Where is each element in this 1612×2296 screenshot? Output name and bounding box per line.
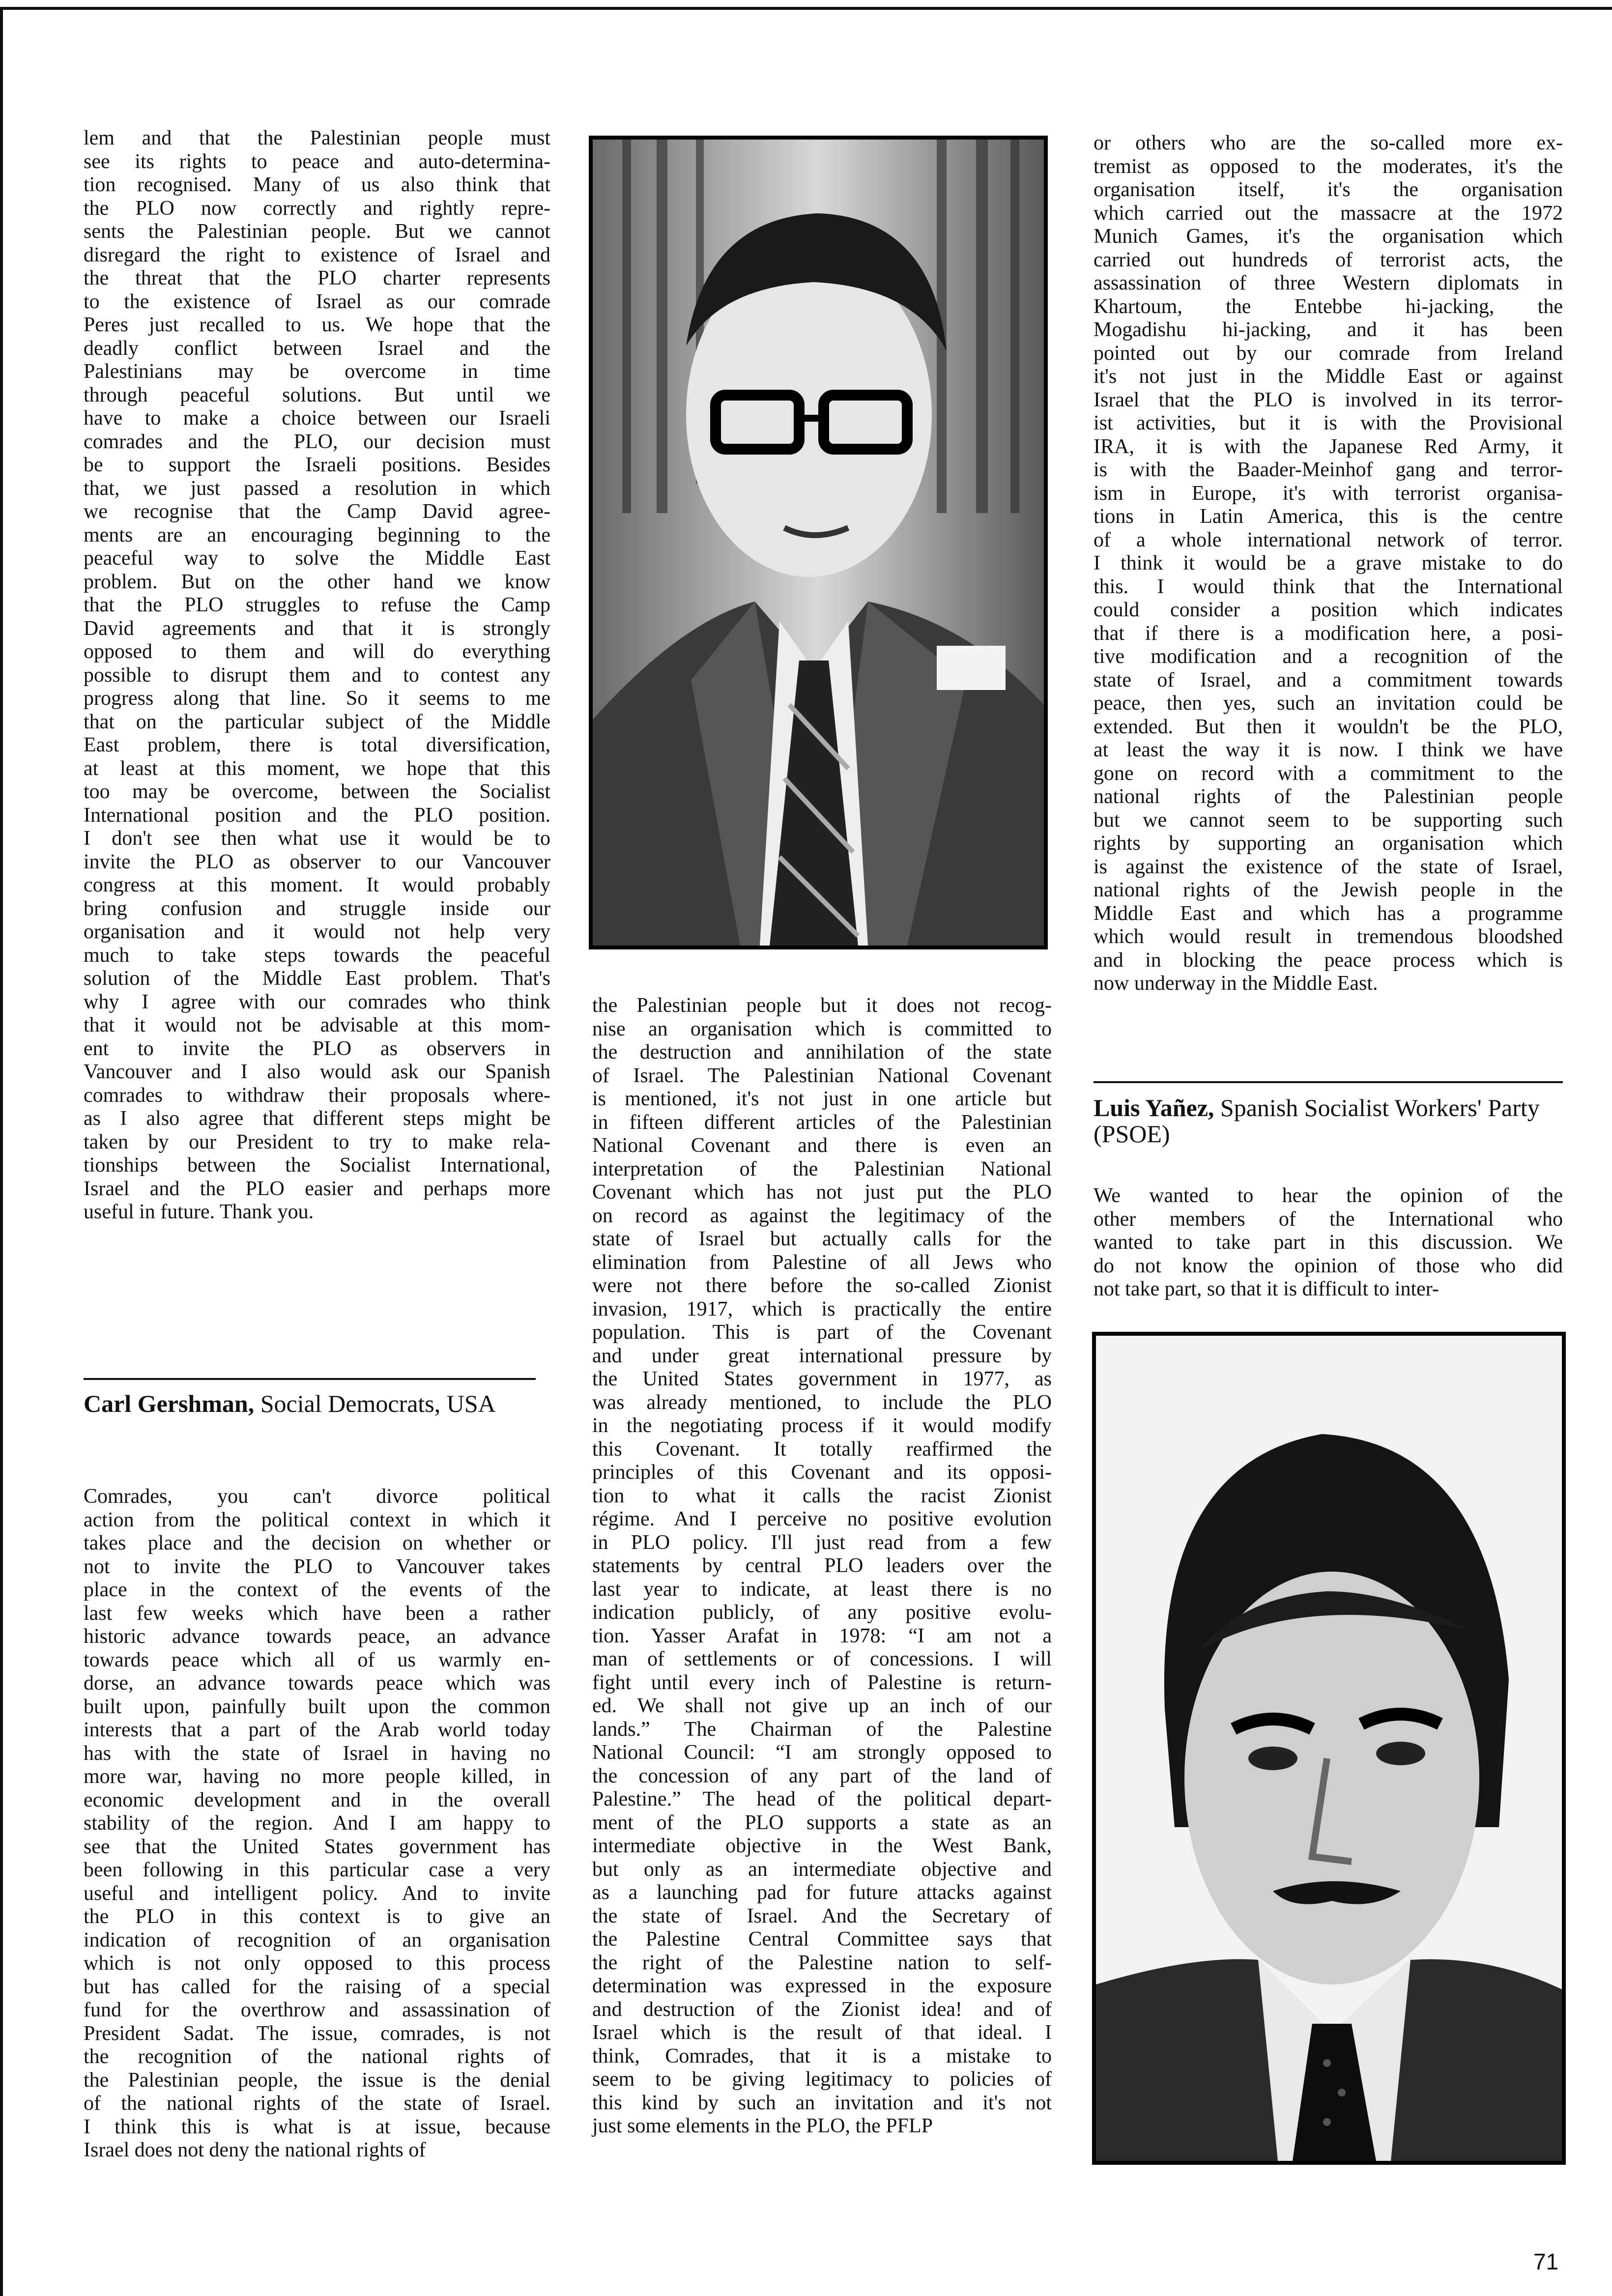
- text-line: too may be overcome, between the Socialist: [84, 780, 550, 803]
- text-line: statements by central PLO leaders over the: [592, 1554, 1052, 1577]
- text-line: of Israel. The Palestinian National Covenant: [592, 1064, 1052, 1087]
- text-line: on record as against the legitimacy of the: [592, 1204, 1052, 1227]
- text-line: David agreements and that it is strongly: [84, 617, 550, 640]
- text-line: and under great international pressure by: [592, 1344, 1052, 1367]
- text-line: and in blocking the peace process which is: [1094, 948, 1563, 972]
- text-line: Middle East and which has a programme: [1094, 902, 1563, 925]
- text-line: Israel does not deny the national rights of: [84, 2139, 426, 2161]
- text-line: be to support the Israeli positions. Besides: [84, 454, 550, 476]
- text-line: through peaceful solutions. But until we: [84, 383, 550, 406]
- text-line: national rights of the Jewish people in the: [1094, 879, 1563, 901]
- text-line: I don't see then what use it would be to: [84, 827, 550, 850]
- text-line: the recognition of the national rights of: [84, 2045, 550, 2068]
- text-line: as a launching pad for future attacks against: [592, 1881, 1052, 1904]
- text-line: that the PLO struggles to refuse the Camp: [84, 594, 550, 616]
- text-line: tremist as opposed to the moderates, it's the: [1094, 155, 1563, 178]
- speaker-heading-luis-yanez: [1094, 1095, 1563, 1147]
- text-line: at least the way it is now. I think we have: [1094, 739, 1563, 761]
- text-line: place in the context of the events of the: [84, 1578, 550, 1601]
- text-line: assassination of three Western diplomats in: [1094, 272, 1563, 294]
- text-line: is mentioned, it's not just in one article but: [592, 1088, 1052, 1110]
- text-line: peaceful way to solve the Middle East: [84, 547, 550, 570]
- text-line: that it would not be advisable at this mom-: [84, 1014, 550, 1036]
- text-line: National Covenant and there is even an: [592, 1134, 1052, 1157]
- text-line: problem. But on the other hand we know: [84, 570, 550, 593]
- text-line: tion. Yasser Arafat in 1978: “I am not a: [592, 1624, 1052, 1647]
- text-line: which carried out the massacre at the 1972: [1094, 201, 1563, 225]
- text-line: Peres just recalled to us. We hope that the: [84, 314, 550, 336]
- text-line: at least at this moment, we hope that this: [84, 757, 550, 780]
- section-divider: [84, 1378, 536, 1380]
- text-line: Mogadishu hi-jacking, and it has been: [1094, 318, 1563, 341]
- text-line: the United States government in 1977, as: [592, 1368, 1052, 1390]
- text-line: now underway in the Middle East.: [1094, 972, 1378, 995]
- text-line: do not know the opinion of those who did: [1094, 1254, 1563, 1277]
- text-line: last few weeks which have been a rather: [84, 1602, 550, 1625]
- text-line: but has called for the raising of a special: [84, 1975, 550, 1998]
- text-line: régime. And I perceive no positive evolution: [592, 1508, 1052, 1530]
- text-line: deadly conflict between Israel and the: [84, 337, 550, 360]
- text-line: towards peace which all of us warmly en-: [84, 1648, 550, 1671]
- text-line: congress at this moment. It would probably: [84, 874, 550, 896]
- text-line: is against the existence of the state of Israel,: [1094, 855, 1563, 878]
- text-line: but we cannot seem to be supporting such: [1094, 808, 1563, 832]
- text-line: nise an organisation which is committed to: [592, 1017, 1052, 1040]
- text-line: Israel which is the result of that ideal. I: [592, 2021, 1052, 2044]
- text-line: lands.” The Chairman of the Palestine: [592, 1718, 1052, 1741]
- text-line: state of Israel, and a commitment towards: [1094, 668, 1563, 691]
- column-3-text: [1094, 132, 1563, 996]
- text-line: has with the state of Israel in having no: [84, 1742, 550, 1765]
- text-line: ent to invite the PLO as observers in: [84, 1037, 550, 1060]
- text-line: disregard the right to existence of Israel and: [84, 243, 550, 266]
- text-line: taken by our President to try to make rela-: [84, 1130, 550, 1153]
- text-line: principles of this Covenant and its opposi-: [592, 1461, 1052, 1484]
- carl-gershman-speech: [84, 1485, 550, 2162]
- text-line: that on the particular subject of the Middle: [84, 710, 550, 733]
- text-line: why I agree with our comrades who think: [84, 990, 550, 1013]
- text-line: We wanted to hear the opinion of the: [1094, 1184, 1563, 1207]
- text-line: the PLO in this context is to give an: [84, 1905, 550, 1928]
- text-line: been following in this particular case a very: [84, 1859, 550, 1881]
- text-line: but only as an intermediate objective and: [592, 1858, 1052, 1881]
- text-line: East problem, there is total diversification,: [84, 734, 550, 756]
- text-line: it's not just in the Middle East or against: [1094, 365, 1563, 388]
- text-line: this kind by such an invitation and it's not: [592, 2091, 1052, 2114]
- text-line: or others who are the so-called more ex-: [1094, 132, 1563, 154]
- text-line: were not there before the so-called Zionist: [592, 1274, 1052, 1297]
- text-line: solution of the Middle East problem. That's: [84, 967, 550, 990]
- page-number: 71: [1533, 2249, 1559, 2274]
- text-line: the PLO now correctly and rightly repre-: [84, 197, 550, 220]
- text-line: the state of Israel. And the Secretary of: [592, 1904, 1052, 1927]
- text-line: economic development and in the overall: [84, 1788, 550, 1811]
- text-line: the Palestine Central Committee says that: [592, 1928, 1052, 1951]
- text-line: more war, having no more people killed, in: [84, 1765, 550, 1788]
- text-line: ism in Europe, it's with terrorist organisa-: [1094, 482, 1563, 505]
- text-line: built upon, painfully built upon the common: [84, 1695, 550, 1718]
- text-line: historic advance towards peace, an advance: [84, 1625, 550, 1648]
- text-line: useful and intelligent policy. And to invite: [84, 1882, 550, 1905]
- speaker-name: Carl Gershman,: [84, 1390, 255, 1417]
- text-line: invite the PLO as observer to our Vancouver: [84, 850, 550, 873]
- text-line: President Sadat. The issue, comrades, is not: [84, 2022, 550, 2045]
- text-line: this. I would think that the International: [1094, 575, 1563, 598]
- text-line: in fifteen different articles of the Palestinian: [592, 1111, 1052, 1134]
- text-line: fight until every inch of Palestine is return-: [592, 1671, 1052, 1694]
- text-line: was already mentioned, to include the PLO: [592, 1391, 1052, 1414]
- text-line: just some elements in the PLO, the PFLP: [592, 2115, 933, 2137]
- left-border-rule: [0, 7, 3, 2296]
- text-line: not to invite the PLO to Vancouver takes: [84, 1555, 550, 1578]
- text-line: Palestinians may be overcome in time: [84, 360, 550, 383]
- text-line: organisation and it would not help very: [84, 920, 550, 943]
- text-line: determination was expressed in the exposure: [592, 1975, 1052, 1997]
- text-line: ments are an encouraging beginning to the: [84, 523, 550, 546]
- text-line: of the national rights of the state of Israel.: [84, 2092, 550, 2115]
- text-line: much to take steps towards the peaceful: [84, 944, 550, 967]
- text-line: wanted to take part in this discussion. We: [1094, 1231, 1563, 1254]
- text-line: organisation itself, it's the organisation: [1094, 178, 1563, 201]
- top-border-rule: [0, 7, 1612, 10]
- text-line: stability of the region. And I am happy to: [84, 1812, 550, 1835]
- column-1-text: [84, 127, 550, 1224]
- text-line: seem to be giving legitimacy to policies of: [592, 2068, 1052, 2091]
- text-line: could consider a position which indicates: [1094, 599, 1563, 621]
- text-line: the Palestinian people, the issue is the denial: [84, 2068, 550, 2092]
- text-line: indication of recognition of an organisation: [84, 1928, 550, 1952]
- speaker-affiliation: Spanish Socialist Workers' Party (PSOE): [1094, 1094, 1540, 1148]
- text-line: is with the Baader-Meinhof gang and terror-: [1094, 459, 1563, 481]
- text-line: tion recognised. Many of us also think that: [84, 173, 550, 196]
- text-line: extended. But then it wouldn't be the PLO,: [1094, 715, 1563, 738]
- text-line: not take part, so that it is difficult to inter-: [1094, 1278, 1439, 1300]
- text-line: National Council: “I am strongly opposed to: [592, 1741, 1052, 1764]
- text-line: Vancouver and I also would ask our Spanish: [84, 1061, 550, 1083]
- section-divider: [1094, 1081, 1563, 1083]
- text-line: tionships between the Socialist International,: [84, 1154, 550, 1177]
- text-line: population. This is part of the Covenant: [592, 1321, 1052, 1344]
- text-line: lem and that the Palestinian people must: [84, 127, 550, 149]
- text-line: IRA, it is with the Japanese Red Army, it: [1094, 435, 1563, 458]
- text-line: interpretation of the Palestinian National: [592, 1157, 1052, 1180]
- speaker-name: Luis Yañez,: [1094, 1094, 1214, 1121]
- text-line: last year to indicate, at least there is no: [592, 1578, 1052, 1601]
- text-line: which would result in tremendous bloodshed: [1094, 925, 1563, 948]
- text-line: think, Comrades, that it is a mistake to: [592, 2044, 1052, 2067]
- text-line: that if there is a modification here, a posi-: [1094, 622, 1563, 645]
- text-line: state of Israel but actually calls for the: [592, 1228, 1052, 1250]
- text-line: takes place and the decision on whether or: [84, 1532, 550, 1554]
- text-line: peace, then yes, such an invitation could be: [1094, 692, 1563, 715]
- text-line: Israel and the PLO easier and perhaps more: [84, 1177, 550, 1200]
- text-line: sents the Palestinian people. But we cannot: [84, 220, 550, 243]
- text-line: in PLO policy. I'll just read from a few: [592, 1531, 1052, 1554]
- text-line: comrades and the PLO, our decision must: [84, 430, 550, 453]
- speaker-photo-man-with-moustache: [1092, 1332, 1566, 2165]
- text-line: see its rights to peace and auto-determina-: [84, 150, 550, 173]
- text-line: this Covenant. It totally reaffirmed the: [592, 1437, 1052, 1461]
- text-line: invasion, 1917, which is practically the entire: [592, 1297, 1052, 1320]
- text-line: national rights of the Palestinian people: [1094, 785, 1563, 808]
- speaker-photo-man-with-glasses: [589, 136, 1048, 949]
- text-line: Khartoum, the Entebbe hi-jacking, the: [1094, 295, 1563, 318]
- text-line: I think this is what is at issue, because: [84, 2115, 550, 2138]
- text-line: ment of the PLO supports a state as an: [592, 1811, 1052, 1834]
- text-line: I think it would be a grave mistake to do: [1094, 552, 1563, 574]
- text-line: other members of the International who: [1094, 1207, 1563, 1231]
- text-line: the concession of any part of the land of: [592, 1764, 1052, 1787]
- text-line: Munich Games, it's the organisation which: [1094, 225, 1563, 248]
- text-line: the right of the Palestine nation to self-: [592, 1951, 1052, 1974]
- text-line: International position and the PLO position.: [84, 804, 550, 827]
- text-line: Covenant which has not just put the PLO: [592, 1181, 1052, 1204]
- text-line: interests that a part of the Arab world today: [84, 1719, 550, 1741]
- text-line: tion to what it calls the racist Zionist: [592, 1484, 1052, 1507]
- speaker-heading-carl-gershman: [84, 1391, 546, 1417]
- text-line: to the existence of Israel as our comrade: [84, 290, 550, 313]
- text-line: tions in Latin America, this is the centre: [1094, 505, 1563, 528]
- column-2-text: [592, 994, 1052, 2138]
- text-line: pointed out by our comrade from Ireland: [1094, 342, 1563, 365]
- text-line: elimination from Palestine of all Jews who: [592, 1251, 1052, 1274]
- text-line: carried out hundreds of terrorist acts, the: [1094, 248, 1563, 271]
- text-line: Palestine.” The head of the political depart-: [592, 1788, 1052, 1810]
- text-line: rights by supporting an organisation which: [1094, 832, 1563, 855]
- text-line: have to make a choice between our Israeli: [84, 407, 550, 430]
- text-line: fund for the overthrow and assassination of: [84, 1999, 550, 2021]
- text-line: which is not only opposed to this process: [84, 1952, 550, 1975]
- speaker-affiliation: Social Democrats, USA: [260, 1390, 496, 1417]
- text-line: of a whole international network of terror.: [1094, 528, 1563, 551]
- text-line: as I also agree that different steps might be: [84, 1107, 550, 1130]
- text-line: and destruction of the Zionist idea! and of: [592, 1998, 1052, 2021]
- text-line: ed. We shall not give up an inch of our: [592, 1694, 1052, 1717]
- text-line: ist activities, but it is with the Provisional: [1094, 412, 1563, 434]
- luis-yanez-speech: [1094, 1184, 1563, 1301]
- text-line: in the negotiating process if it would modify: [592, 1414, 1052, 1437]
- text-line: the Palestinian people but it does not recog-: [592, 994, 1052, 1017]
- text-line: action from the political context in which it: [84, 1508, 550, 1531]
- text-line: comrades to withdraw their proposals where-: [84, 1084, 550, 1107]
- text-line: Comrades, you can't divorce political: [84, 1485, 550, 1508]
- text-line: dorse, an advance towards peace which was: [84, 1672, 550, 1694]
- text-line: the threat that the PLO charter represents: [84, 267, 550, 289]
- text-line: tive modification and a recognition of the: [1094, 645, 1563, 668]
- text-line: gone on record with a commitment to the: [1094, 762, 1563, 785]
- text-line: progress along that line. So it seems to me: [84, 687, 550, 710]
- text-line: we recognise that the Camp David agree-: [84, 500, 550, 523]
- text-line: useful in future. Thank you.: [84, 1201, 314, 1223]
- text-line: the destruction and annihilation of the state: [592, 1041, 1052, 1063]
- text-line: bring confusion and struggle inside our: [84, 897, 550, 920]
- text-line: see that the United States government has: [84, 1835, 550, 1858]
- text-line: intermediate objective in the West Bank,: [592, 1835, 1052, 1857]
- text-line: Israel that the PLO is involved in its terror-: [1094, 388, 1563, 411]
- text-line: opposed to them and will do everything: [84, 640, 550, 663]
- text-line: that, we just passed a resolution in which: [84, 477, 550, 500]
- text-line: possible to disrupt them and to contest any: [84, 663, 550, 687]
- text-line: indication publicly, of any positive evolu-: [592, 1601, 1052, 1624]
- text-line: man of settlements or of concessions. I will: [592, 1648, 1052, 1670]
